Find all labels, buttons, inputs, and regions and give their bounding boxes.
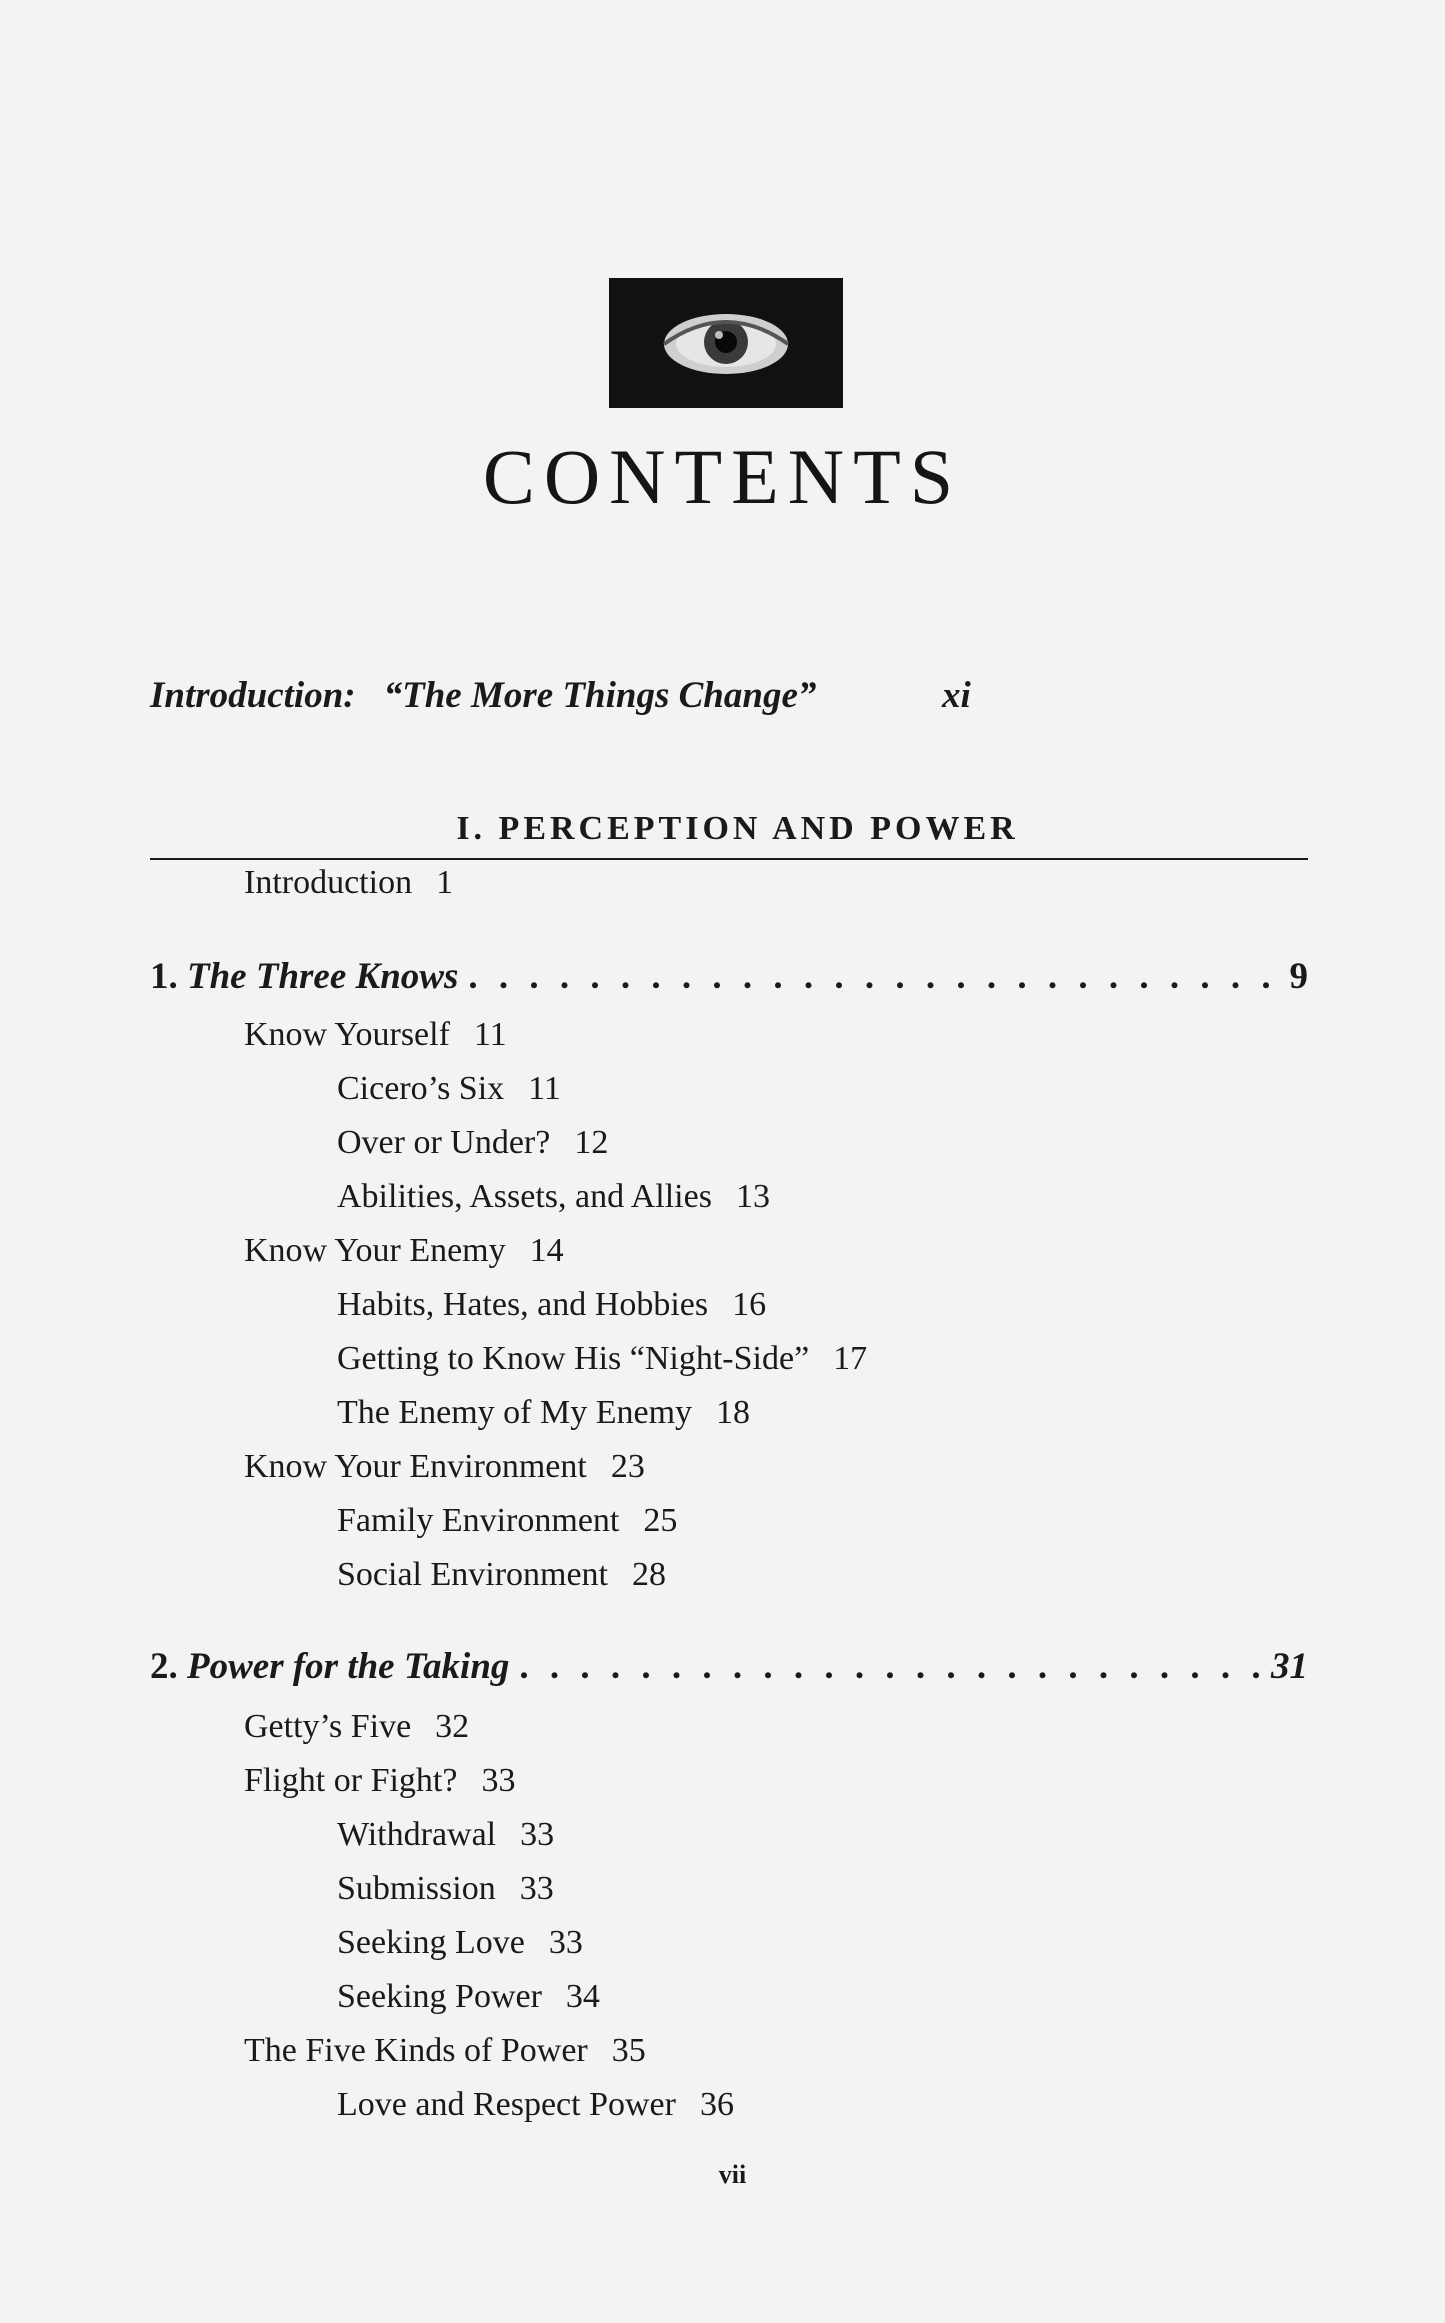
chapter-page: 9 xyxy=(1289,956,1308,997)
toc-entry[interactable] xyxy=(337,1070,561,1108)
entry-label: Love and Respect Power xyxy=(337,2086,676,2123)
entry-label: Habits, Hates, and Hobbies xyxy=(337,1286,709,1323)
page-number: vii xyxy=(718,2160,747,2189)
chapter-1-entry[interactable] xyxy=(150,955,1308,998)
entry-label: Cicero’s Six xyxy=(337,1070,505,1107)
toc-entry[interactable] xyxy=(244,1708,469,1746)
entry-label: Seeking Love xyxy=(337,1924,525,1961)
chapter-2-entry[interactable] xyxy=(150,1645,1308,1688)
chapter-title: The Three Knows xyxy=(187,956,459,997)
entry-page: 36 xyxy=(699,2086,734,2123)
entry-page: 16 xyxy=(732,1286,767,1323)
entry-label: Getting to Know His “Night-Side” xyxy=(337,1340,810,1377)
chapter-page: 31 xyxy=(1271,1646,1308,1687)
entry-label: Seeking Power xyxy=(337,1978,542,2015)
toc-entry[interactable] xyxy=(244,1762,515,1800)
toc-entry[interactable] xyxy=(244,1232,564,1270)
entry-label: The Five Kinds of Power xyxy=(244,2032,588,2069)
toc-entry[interactable] xyxy=(337,1978,600,2016)
entry-label: The Enemy of My Enemy xyxy=(337,1394,693,1431)
toc-entry[interactable] xyxy=(337,1124,608,1162)
entry-page: 23 xyxy=(610,1448,645,1485)
chapter-title: Power for the Taking xyxy=(187,1646,510,1687)
toc-entry[interactable] xyxy=(337,1924,583,1962)
page-title: CONTENTS xyxy=(482,433,963,520)
entry-page: 28 xyxy=(632,1556,667,1593)
entry-label: Introduction xyxy=(244,864,413,901)
entry-page: 11 xyxy=(528,1070,561,1107)
toc-entry[interactable] xyxy=(337,1394,750,1432)
entry-label: Getty’s Five xyxy=(244,1708,412,1745)
entry-page: 34 xyxy=(565,1978,600,2015)
toc-entry[interactable] xyxy=(337,1178,770,1216)
entry-label: Social Environment xyxy=(337,1556,609,1593)
part-heading: I. PERCEPTION AND POWER xyxy=(456,810,1019,847)
introduction-title: “The More Things Change” xyxy=(383,675,817,716)
eye-icon xyxy=(609,278,843,408)
introduction-page: xi xyxy=(942,675,971,716)
entry-page: 33 xyxy=(481,1762,516,1799)
chapter-number: 1. xyxy=(150,956,178,997)
entry-page: 14 xyxy=(529,1232,564,1269)
entry-label: Flight or Fight? xyxy=(244,1762,458,1799)
entry-label: Know Your Environment xyxy=(244,1448,587,1485)
toc-entry[interactable] xyxy=(337,1502,677,1540)
entry-page: 1 xyxy=(436,864,454,901)
entry-page: 33 xyxy=(520,1816,555,1853)
toc-entry[interactable] xyxy=(244,2032,646,2070)
chapter-number: 2. xyxy=(150,1646,178,1687)
toc-entry[interactable] xyxy=(337,1340,867,1378)
entry-label: Withdrawal xyxy=(337,1816,497,1853)
toc-entry[interactable] xyxy=(337,2086,734,2124)
part-intro-entry[interactable] xyxy=(244,864,453,902)
toc-entry[interactable] xyxy=(244,1016,507,1054)
eye-emblem xyxy=(609,278,843,408)
entry-label: Know Your Enemy xyxy=(244,1232,506,1269)
entry-page: 35 xyxy=(611,2032,646,2069)
introduction-entry[interactable] xyxy=(150,674,971,717)
toc-entry[interactable] xyxy=(244,1448,645,1486)
toc-entry[interactable] xyxy=(337,1870,554,1908)
toc-entry[interactable] xyxy=(337,1286,766,1324)
entry-page: 25 xyxy=(643,1502,678,1539)
leader-dots xyxy=(468,955,1279,998)
toc-entry[interactable] xyxy=(337,1816,554,1854)
entry-label: Family Environment xyxy=(337,1502,620,1539)
entry-label: Know Yourself xyxy=(244,1016,450,1053)
entry-page: 18 xyxy=(716,1394,751,1431)
divider xyxy=(150,858,1308,860)
entry-page: 11 xyxy=(473,1016,507,1053)
leader-dots xyxy=(519,1645,1261,1688)
entry-label: Abilities, Assets, and Allies xyxy=(337,1178,712,1215)
entry-label: Submission xyxy=(337,1870,496,1907)
toc-entry[interactable] xyxy=(337,1556,666,1594)
entry-page: 33 xyxy=(519,1870,554,1907)
introduction-label: Introduction: xyxy=(150,675,356,716)
entry-page: 12 xyxy=(574,1124,609,1161)
entry-label: Over or Under? xyxy=(337,1124,551,1161)
entry-page: 17 xyxy=(833,1340,868,1377)
entry-page: 13 xyxy=(735,1178,770,1215)
entry-page: 32 xyxy=(435,1708,470,1745)
entry-page: 33 xyxy=(548,1924,583,1961)
